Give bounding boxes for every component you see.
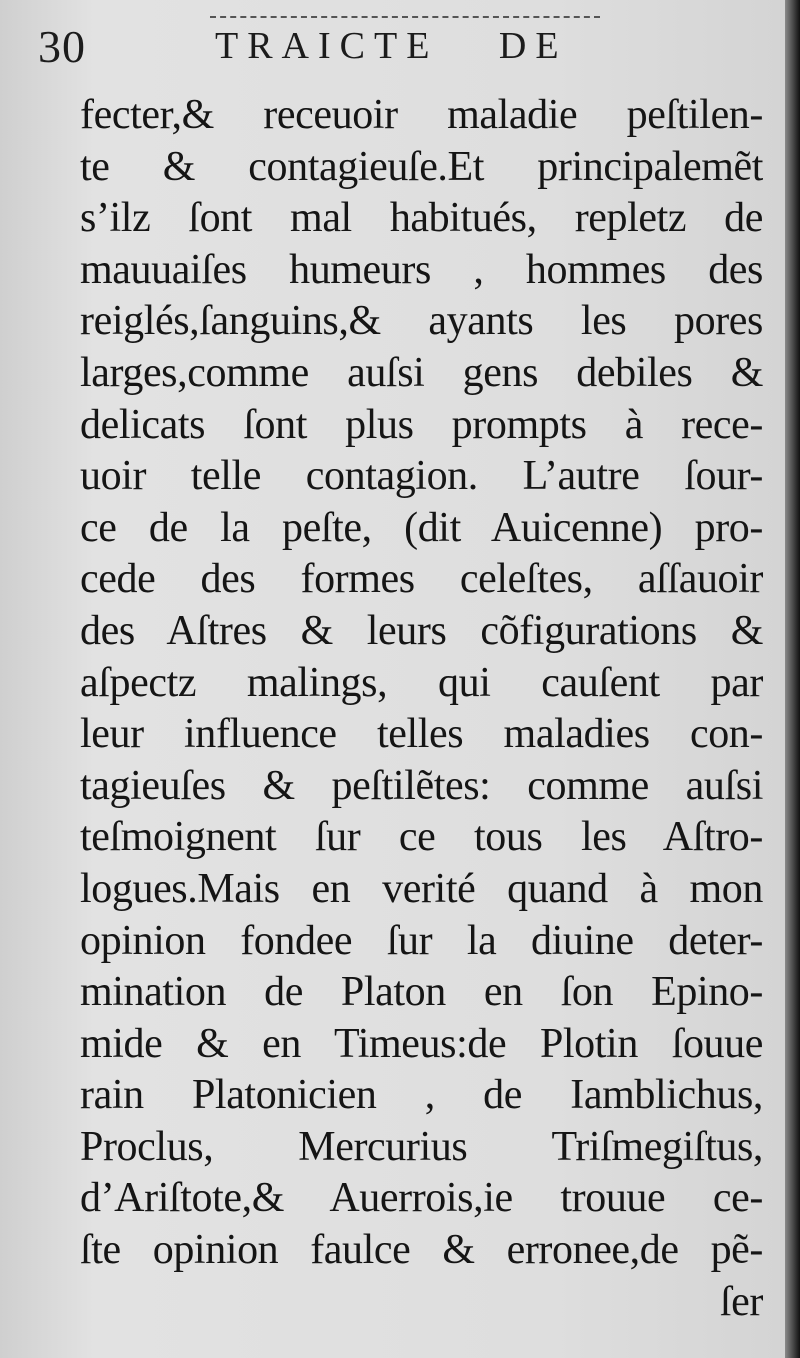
text-line: fecter,& receuoir maladie peſtilen- — [80, 92, 763, 138]
text-line: Proclus, Mercurius Triſmegiſtus, — [80, 1123, 763, 1170]
text-line: ce de la peſte, (dit Auicenne) pro- — [80, 504, 763, 551]
text-line: rain Platonicien , de Iamblichus, — [80, 1072, 763, 1119]
text-line: delicats ſont plus prompts à rece- — [80, 401, 763, 448]
page-edge-shadow — [785, 0, 800, 1358]
text-line: s’ilz ſont mal habitués, repletz de — [80, 195, 763, 242]
text-line: tagieuſes & peſtilẽtes: comme auſsi — [80, 762, 763, 809]
text-line: cede des formes celeſtes, aſſauoir — [80, 556, 763, 603]
text-line: ſer — [719, 1278, 763, 1325]
text-line: teſmoignent ſur ce tous les Aſtro- — [80, 814, 763, 861]
text-line: larges,comme auſsi gens debiles & — [80, 349, 763, 396]
text-line: opinion fondee ſur la diuine deter- — [80, 917, 763, 964]
text-line: mauuaiſes humeurs , hommes des — [80, 246, 763, 293]
text-line: uoir telle contagion. L’autre ſour- — [80, 453, 763, 500]
text-line: leur influence telles maladies con- — [80, 711, 763, 758]
text-line: des Aſtres & leurs cõfigurations & — [80, 607, 763, 654]
text-line: te & contagieuſe.Et principalemẽt — [80, 143, 763, 190]
text-line: mide & en Timeus:de Plotin ſouue — [80, 1020, 763, 1067]
text-line: reiglés,ſanguins,& ayants les pores — [80, 298, 763, 345]
header-rule — [210, 16, 600, 20]
body-text — [80, 90, 763, 1328]
text-line: logues.Mais en verité quand à mon — [80, 865, 763, 912]
text-line: aſpectz malings, qui cauſent par — [80, 659, 763, 706]
text-line: d’Ariſtote,& Auerrois,ie trouue ce- — [80, 1175, 763, 1222]
running-title: TRAICTE DE — [215, 25, 568, 67]
text-line: ſte opinion faulce & erronee,de pẽ- — [80, 1227, 763, 1274]
page-number: 30 — [38, 21, 86, 72]
text-line: mination de Platon en ſon Epino- — [80, 969, 763, 1016]
